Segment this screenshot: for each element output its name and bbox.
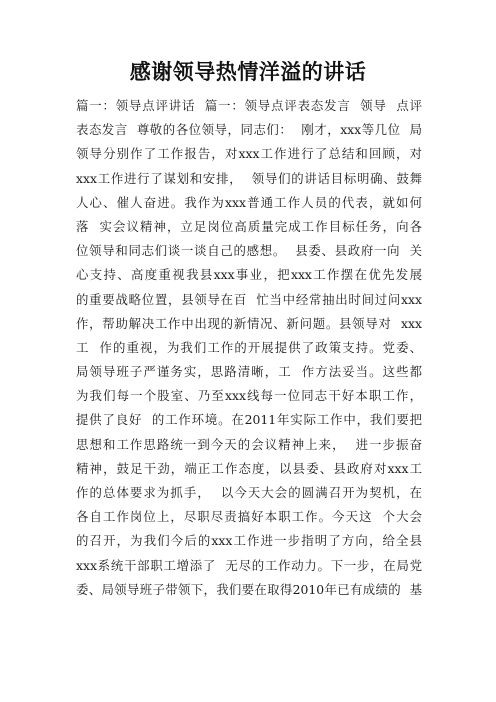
document-title: 感谢领导热情洋溢的讲话 (129, 60, 367, 84)
body-line: 表态发言 尊敬的各位领导，同志们： 刚才，xxx等几位 局 (76, 122, 422, 138)
body-line: 领导分别作了工作报告，对xxx工作进行了总结和回顾，对 (76, 146, 422, 162)
document-body (76, 94, 422, 602)
body-line: xxx工作进行了谋划和安排， 领导们的讲话目标明确、鼓舞 (76, 170, 422, 186)
body-line: 篇一：领导点评讲话 篇一：领导点评表态发言 领导 点评 (76, 98, 422, 113)
body-line: 精神，鼓足干劲，端正工作态度，以县委、县政府对xxx工 (76, 460, 422, 476)
body-line: 的召开，为我们今后的xxx工作进一步指明了方向，给全县 (76, 533, 422, 549)
body-line: 位领导和同志们谈一谈自己的感想。 县委、县政府一向 关 (76, 243, 422, 259)
body-line: 的重要战略位置，县领导在百 忙当中经常抽出时间过问xxx (76, 291, 422, 307)
body-line: xxx系统干部职工增添了 无尽的工作动力。下一步，在局党 (76, 557, 422, 573)
body-line: 为我们每一个股室、乃至xxx线每一位同志干好本职工作， (76, 388, 422, 404)
body-line: 作的总体要求为抓手， 以今天大会的圆满召开为契机，在 (76, 485, 422, 500)
body-line: 思想和工作思路统一到今天的会议精神上来， 进一步振奋 (76, 436, 422, 452)
body-line: 落 实会议精神，立足岗位高质量完成工作目标任务，向各 (76, 218, 422, 234)
body-line: 委、局领导班子带领下，我们要在取得2010年已有成绩的 基 (76, 581, 422, 597)
body-line: 心支持、高度重视我县xxx事业，把xxx工作摆在优先发展 (76, 267, 422, 283)
body-line: 提供了良好 的工作环境。在2011年实际工作中，我们要把 (76, 412, 422, 428)
body-line: 各自工作岗位上，尽职尽责搞好本职工作。今天这 个大会 (76, 509, 422, 525)
body-line: 人心、催人奋进。我作为xxx普通工作人员的代表，就如何 (76, 194, 422, 210)
body-line: 作，帮助解决工作中出现的新情况、新问题。县领导对 xxx (76, 315, 422, 331)
body-line: 局领导班子严谨务实，思路清晰，工 作方法妥当。这些都 (76, 364, 422, 380)
body-line: 工 作的重视，为我们工作的开展提供了政策支持。党委、 (76, 339, 422, 355)
